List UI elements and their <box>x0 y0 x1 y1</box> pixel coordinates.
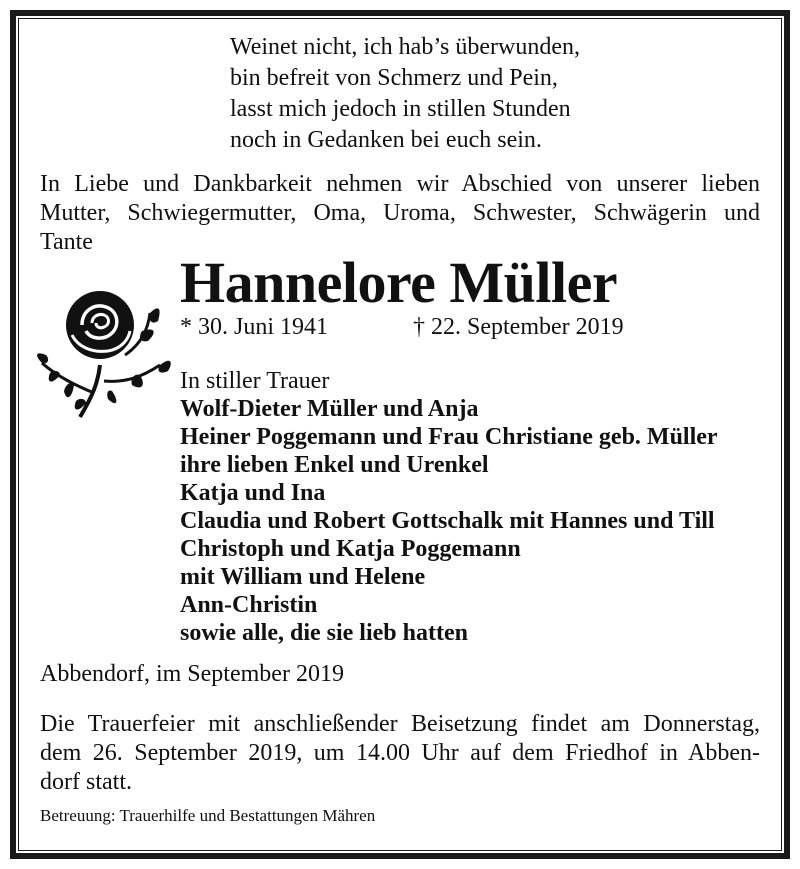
mourner-line: Christoph und Katja Poggemann <box>180 536 521 562</box>
ceremony-line: Die Trauerfeier mit anschließender Beisetzung findet am Donnerstag, <box>40 711 760 737</box>
poem-line: bin befreit von Schmerz und Pein, <box>230 65 558 91</box>
death-date: † 22. September 2019 <box>413 314 624 340</box>
ceremony-line: dorf statt. <box>40 769 132 795</box>
ceremony-line: dem 26. September 2019, um 14.00 Uhr auf dem Friedhof in Abben- <box>40 740 760 766</box>
mourner-line: Katja und Ina <box>180 480 326 506</box>
intro-line: In Liebe und Dankbarkeit nehmen wir Abschied von unserer lieben <box>40 171 760 197</box>
poem <box>230 32 580 156</box>
mourner-line: sowie alle, die sie lieb hatten <box>180 620 468 646</box>
poem-line: noch in Gedanken bei euch sein. <box>230 127 542 153</box>
mourner-line: ihre lieben Enkel und Urenkel <box>180 452 489 478</box>
intro-line: Mutter, Schwiegermutter, Oma, Uroma, Schwester, Schwägerin und <box>40 200 760 226</box>
mourner-line: Ann-Christin <box>180 592 318 618</box>
intro-text <box>40 170 760 257</box>
rose-icon <box>30 285 175 425</box>
mourner-line: Wolf-Dieter Müller und Anja <box>180 396 479 422</box>
mourners-list <box>180 367 718 647</box>
mourner-line: Heiner Poggemann und Frau Christiane geb. Müller <box>180 424 718 450</box>
mourner-line: mit William und Helene <box>180 564 426 590</box>
poem-line: Weinet nicht, ich hab’s überwunden, <box>230 34 580 60</box>
poem-line: lasst mich jedoch in stillen Stunden <box>230 96 571 122</box>
funeral-care-note: Betreuung: Trauerhilfe und Bestattungen Mähren <box>40 806 376 825</box>
intro-line: Tante <box>40 229 93 255</box>
deceased-name: Hannelore Müller <box>180 250 618 315</box>
place-date: Abbendorf, im September 2019 <box>40 661 344 687</box>
mourner-line: Claudia und Robert Gottschalk mit Hannes und Till <box>180 508 715 534</box>
ceremony-text <box>40 710 760 797</box>
birth-date: * 30. Juni 1941 <box>180 314 329 340</box>
mourners-heading: In stiller Trauer <box>180 368 330 394</box>
